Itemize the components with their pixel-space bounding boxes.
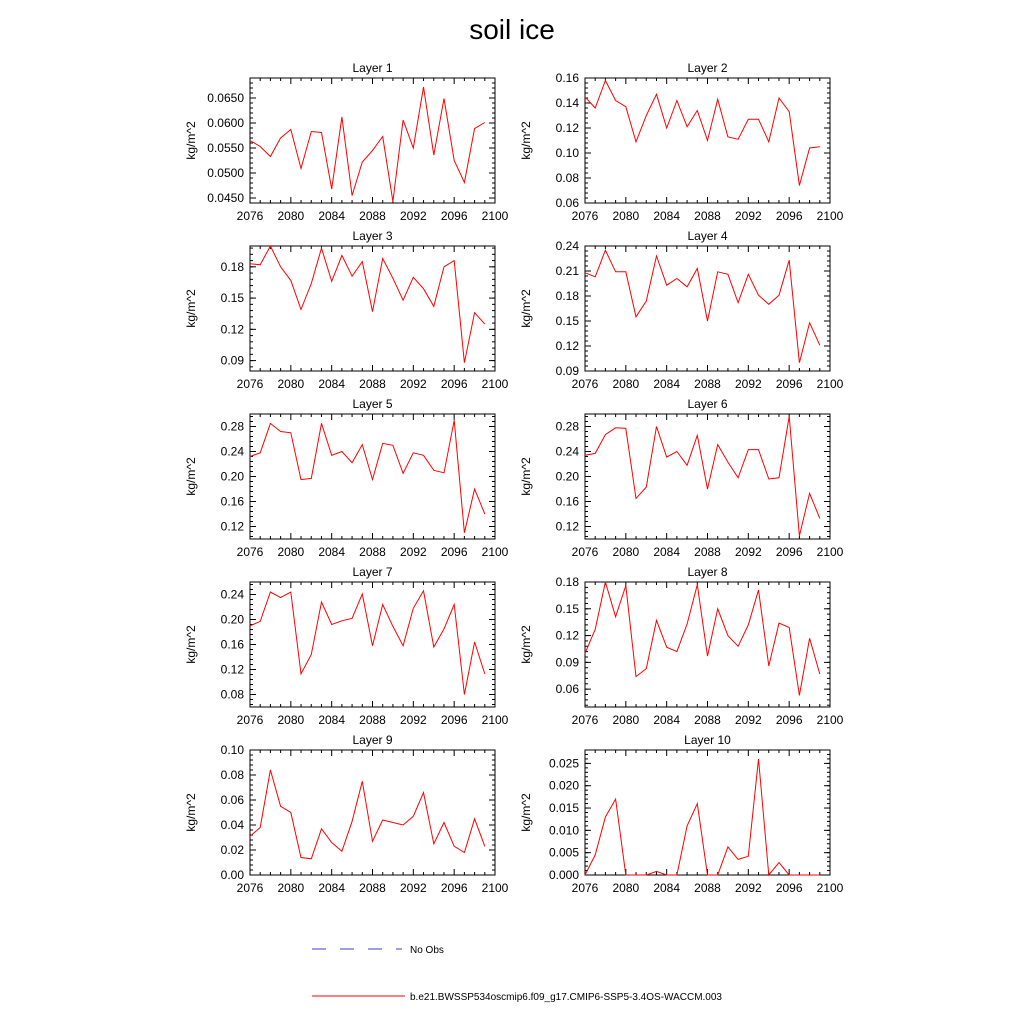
- x-tick-label: 2100: [481, 545, 509, 559]
- y-tick-label: 0.16: [555, 71, 579, 85]
- plot-frame: [250, 78, 495, 203]
- panel-title: Layer 2: [687, 61, 728, 75]
- x-tick-label: 2100: [816, 377, 844, 391]
- x-tick-label: 2076: [571, 713, 599, 727]
- panel-title: Layer 1: [352, 61, 393, 75]
- y-tick-label: 0.10: [555, 146, 579, 160]
- y-tick-label: 0.010: [548, 823, 579, 838]
- x-tick-label: 2092: [399, 377, 427, 391]
- x-tick-label: 2088: [694, 377, 721, 391]
- y-tick-label: 0.000: [548, 868, 579, 882]
- y-tick-label: 0.16: [220, 494, 244, 509]
- y-tick-label: 0.06: [555, 682, 579, 697]
- y-axis-label: kg/m^2: [184, 793, 198, 832]
- x-tick-label: 2080: [277, 713, 305, 727]
- y-axis-label: kg/m^2: [519, 289, 533, 328]
- x-tick-label: 2088: [359, 377, 386, 391]
- y-tick-label: 0.0550: [207, 141, 244, 155]
- y-tick-label: 0.020: [548, 778, 579, 793]
- y-tick-label: 0.12: [220, 322, 244, 337]
- chart-panel-layer-7: [184, 565, 509, 727]
- y-tick-label: 0.025: [548, 756, 579, 771]
- x-tick-label: 2076: [236, 545, 264, 559]
- y-tick-label: 0.04: [220, 818, 244, 832]
- series-line: [250, 591, 485, 695]
- panel-title: Layer 5: [352, 397, 393, 411]
- chart-panel-layer-6: [519, 397, 844, 559]
- plot-frame: [585, 246, 830, 371]
- y-tick-label: 0.28: [220, 419, 244, 434]
- x-tick-label: 2096: [775, 209, 803, 223]
- panel-title: Layer 6: [687, 397, 728, 411]
- y-tick-label: 0.20: [220, 469, 244, 484]
- x-tick-label: 2100: [816, 209, 844, 223]
- x-tick-label: 2100: [816, 545, 844, 559]
- x-tick-label: 2096: [775, 545, 803, 559]
- y-axis-label: kg/m^2: [519, 625, 533, 664]
- x-tick-label: 2096: [440, 881, 468, 895]
- x-tick-label: 2092: [399, 713, 427, 727]
- y-tick-label: 0.12: [555, 339, 579, 353]
- chart-panel-layer-10: [519, 733, 844, 895]
- series-line: [585, 250, 820, 363]
- y-tick-label: 0.06: [220, 793, 244, 807]
- y-tick-label: 0.21: [555, 264, 579, 278]
- series-line: [585, 81, 820, 186]
- y-tick-label: 0.24: [555, 444, 579, 459]
- x-tick-label: 2096: [440, 545, 468, 559]
- series-line: [250, 770, 485, 859]
- plot-frame: [585, 414, 830, 539]
- series-line: [585, 759, 820, 875]
- y-tick-label: 0.09: [555, 655, 579, 670]
- x-tick-label: 2080: [277, 545, 305, 559]
- x-tick-label: 2084: [318, 377, 346, 391]
- legend-model-label: b.e21.BWSSP534oscmip6.f09_g17.CMIP6-SSP5-3.4OS-WACCM.003: [410, 992, 722, 1003]
- plot-frame: [250, 246, 495, 371]
- plot-frame: [250, 750, 495, 875]
- plot-frame: [585, 582, 830, 707]
- chart-panel-layer-4: [519, 229, 844, 391]
- x-tick-label: 2080: [277, 209, 305, 223]
- x-tick-label: 2080: [612, 545, 640, 559]
- y-tick-label: 0.20: [555, 469, 579, 484]
- x-tick-label: 2092: [734, 377, 762, 391]
- series-line: [250, 420, 485, 533]
- y-tick-label: 0.08: [220, 687, 244, 702]
- chart-panel-layer-8: [519, 565, 844, 727]
- panel-title: Layer 9: [352, 733, 393, 747]
- y-tick-label: 0.15: [555, 601, 579, 616]
- chart-panel-layer-3: [184, 229, 509, 391]
- x-tick-label: 2096: [440, 209, 468, 223]
- y-axis-label: kg/m^2: [519, 457, 533, 496]
- x-tick-label: 2084: [653, 881, 681, 895]
- y-tick-label: 0.24: [220, 444, 244, 459]
- x-tick-label: 2096: [775, 713, 803, 727]
- x-tick-label: 2088: [359, 713, 386, 727]
- x-tick-label: 2080: [277, 881, 305, 895]
- y-axis-label: kg/m^2: [519, 793, 533, 832]
- x-tick-label: 2100: [816, 713, 844, 727]
- y-tick-label: 0.12: [555, 121, 579, 135]
- y-tick-label: 0.005: [548, 845, 579, 860]
- x-tick-label: 2080: [612, 377, 640, 391]
- x-tick-label: 2076: [236, 377, 264, 391]
- x-tick-label: 2084: [653, 545, 681, 559]
- y-tick-label: 0.18: [555, 575, 579, 589]
- y-tick-label: 0.0650: [207, 91, 244, 105]
- y-tick-label: 0.08: [555, 171, 579, 185]
- x-tick-label: 2088: [694, 209, 721, 223]
- x-tick-label: 2080: [612, 209, 640, 223]
- x-tick-label: 2076: [571, 881, 599, 895]
- y-tick-label: 0.18: [555, 289, 579, 303]
- x-tick-label: 2100: [816, 881, 844, 895]
- x-tick-label: 2076: [236, 881, 264, 895]
- x-tick-label: 2096: [775, 377, 803, 391]
- x-tick-label: 2100: [481, 209, 509, 223]
- panel-title: Layer 3: [352, 229, 393, 243]
- x-tick-label: 2076: [571, 209, 599, 223]
- x-tick-label: 2096: [775, 881, 803, 895]
- x-tick-label: 2084: [318, 545, 346, 559]
- x-tick-label: 2076: [571, 545, 599, 559]
- y-tick-label: 0.10: [220, 743, 244, 757]
- y-tick-label: 0.12: [555, 519, 579, 534]
- x-tick-label: 2092: [734, 545, 762, 559]
- series-line: [250, 87, 485, 202]
- y-tick-label: 0.02: [220, 843, 244, 857]
- y-tick-label: 0.09: [555, 364, 579, 378]
- x-tick-label: 2084: [318, 881, 346, 895]
- x-tick-label: 2076: [236, 209, 264, 223]
- plot-frame: [585, 750, 830, 875]
- y-tick-label: 0.0450: [207, 191, 244, 205]
- x-tick-label: 2076: [571, 377, 599, 391]
- y-tick-label: 0.0500: [207, 166, 244, 180]
- y-tick-label: 0.00: [220, 868, 244, 882]
- page-title: soil ice: [469, 14, 555, 45]
- y-tick-label: 0.28: [555, 419, 579, 434]
- x-tick-label: 2100: [481, 377, 509, 391]
- chart-panel-layer-1: [184, 61, 509, 223]
- x-tick-label: 2076: [236, 713, 264, 727]
- x-tick-label: 2088: [694, 881, 721, 895]
- x-tick-label: 2092: [734, 881, 762, 895]
- x-tick-label: 2084: [653, 713, 681, 727]
- y-tick-label: 0.16: [220, 637, 244, 652]
- series-line: [585, 417, 820, 536]
- y-tick-label: 0.24: [555, 239, 579, 253]
- y-tick-label: 0.12: [220, 662, 244, 677]
- y-tick-label: 0.16: [555, 494, 579, 509]
- x-tick-label: 2092: [734, 713, 762, 727]
- y-tick-label: 0.08: [220, 768, 244, 782]
- y-tick-label: 0.15: [555, 314, 579, 328]
- x-tick-label: 2092: [734, 209, 762, 223]
- x-tick-label: 2080: [612, 881, 640, 895]
- x-tick-label: 2092: [399, 881, 427, 895]
- x-tick-label: 2100: [481, 713, 509, 727]
- x-tick-label: 2084: [318, 209, 346, 223]
- x-tick-label: 2088: [359, 545, 386, 559]
- x-tick-label: 2088: [359, 881, 386, 895]
- panel-title: Layer 8: [687, 565, 728, 579]
- x-tick-label: 2092: [399, 209, 427, 223]
- y-tick-label: 0.12: [220, 519, 244, 534]
- legend-obs-label: No Obs: [410, 945, 444, 956]
- chart-panel-layer-5: [184, 397, 509, 559]
- x-tick-label: 2096: [440, 713, 468, 727]
- x-tick-label: 2088: [694, 545, 721, 559]
- x-tick-label: 2084: [318, 713, 346, 727]
- series-line: [585, 582, 820, 695]
- y-tick-label: 0.14: [555, 96, 579, 110]
- x-tick-label: 2080: [612, 713, 640, 727]
- x-tick-label: 2096: [440, 377, 468, 391]
- y-tick-label: 0.0600: [207, 116, 244, 130]
- x-tick-label: 2084: [653, 377, 681, 391]
- x-tick-label: 2092: [399, 545, 427, 559]
- y-axis-label: kg/m^2: [184, 289, 198, 328]
- panel-title: Layer 10: [684, 733, 731, 747]
- chart-panel-layer-9: [184, 733, 509, 895]
- y-tick-label: 0.24: [220, 587, 244, 602]
- y-tick-label: 0.12: [555, 628, 579, 643]
- y-tick-label: 0.15: [220, 291, 244, 306]
- series-line: [250, 246, 485, 363]
- y-tick-label: 0.18: [220, 259, 244, 274]
- y-axis-label: kg/m^2: [184, 457, 198, 496]
- chart-panel-layer-2: [519, 61, 844, 223]
- x-tick-label: 2084: [653, 209, 681, 223]
- y-axis-label: kg/m^2: [519, 121, 533, 160]
- panel-title: Layer 4: [687, 229, 728, 243]
- y-tick-label: 0.20: [220, 612, 244, 627]
- panel-title: Layer 7: [352, 565, 393, 579]
- x-tick-label: 2080: [277, 377, 305, 391]
- x-tick-label: 2100: [481, 881, 509, 895]
- y-tick-label: 0.015: [548, 801, 579, 816]
- y-tick-label: 0.06: [555, 196, 579, 210]
- y-tick-label: 0.09: [220, 353, 244, 368]
- y-axis-label: kg/m^2: [184, 121, 198, 160]
- y-axis-label: kg/m^2: [184, 625, 198, 664]
- x-tick-label: 2088: [359, 209, 386, 223]
- x-tick-label: 2088: [694, 713, 721, 727]
